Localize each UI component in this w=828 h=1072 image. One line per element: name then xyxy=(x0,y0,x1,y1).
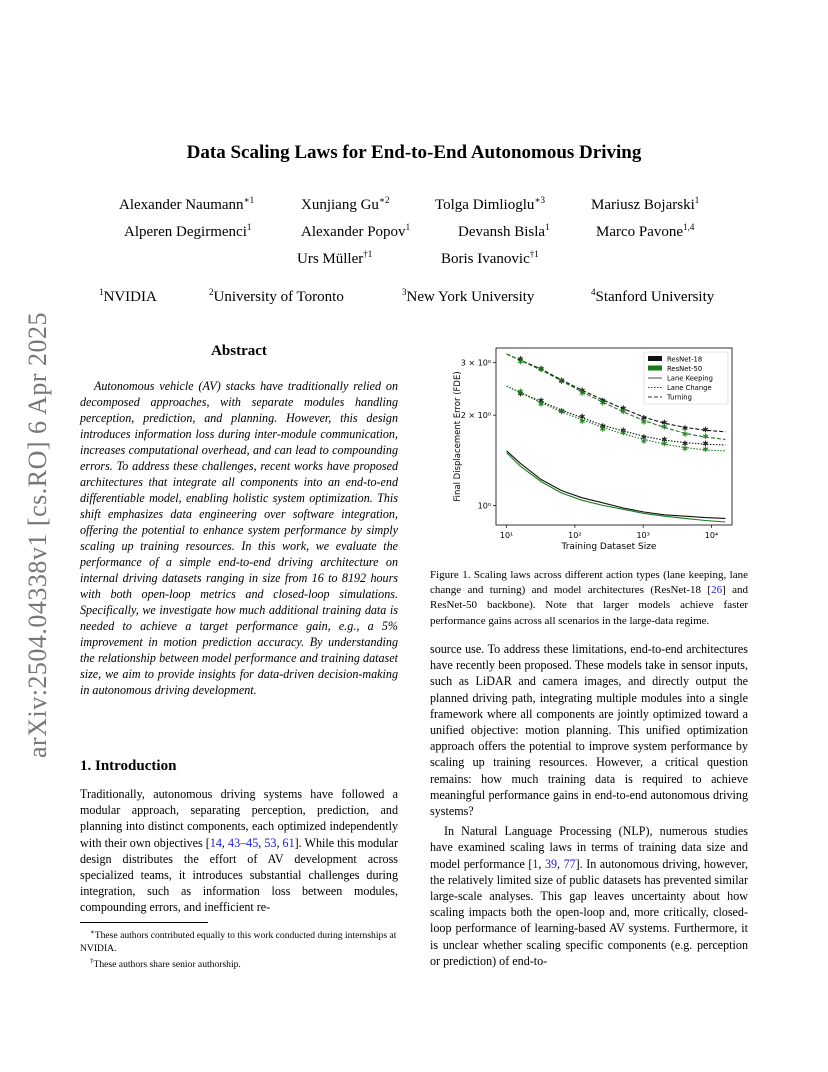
data-point xyxy=(683,446,688,452)
affiliation: $^3$New York University xyxy=(402,287,535,305)
abstract-heading: Abstract xyxy=(211,343,267,359)
data-point xyxy=(703,434,708,440)
data-point xyxy=(662,424,667,430)
legend-label: Turning xyxy=(667,393,692,402)
data-point xyxy=(641,438,646,444)
legend-label: ResNet-18 xyxy=(667,355,703,364)
y-tick-label: 10⁰ xyxy=(477,501,491,511)
y-tick-label: 3 × 10⁰ xyxy=(460,358,491,368)
series-line xyxy=(507,453,726,522)
figure-1-chart xyxy=(440,340,740,555)
footnote: †These authors share senior authorship. xyxy=(90,957,241,971)
author: Devansh Bisla$^1$ xyxy=(458,222,550,240)
section-heading: 1. Introduction xyxy=(80,758,177,774)
author: Urs Müller$^{\dagger 1}$ xyxy=(297,249,373,267)
legend-label: Lane Change xyxy=(667,384,712,392)
legend-swatch xyxy=(648,366,662,371)
x-tick-label: 10³ xyxy=(636,531,650,540)
affiliation: $^1$NVIDIA xyxy=(99,287,157,305)
author: Mariusz Bojarski$^1$ xyxy=(591,195,700,213)
author: Alperen Degirmenci$^1$ xyxy=(124,222,252,240)
arxiv-sidebar xyxy=(18,290,58,780)
footnotes xyxy=(80,926,398,972)
intro-paragraph: Traditionally, autonomous driving systems have followed a modular approach, separating perception, prediction, and planning into distinct components, each optimized independently with their own objectives [14, 43–45, 53, 61]. While this modular design distributes the effort of AV development across specialized teams, it introduces substantial challenges during integration, such as information loss between modules, compounding errors, and inefficient re- xyxy=(80,787,398,915)
abstract-body xyxy=(80,378,398,698)
x-tick-label: 10⁴ xyxy=(704,531,719,540)
data-point xyxy=(662,441,667,447)
footnote-rule xyxy=(80,922,208,923)
data-point xyxy=(683,441,688,447)
author: Marco Pavone$^{1,4}$ xyxy=(596,222,695,240)
paper-title: Data Scaling Laws for End-to-End Autonomous Driving xyxy=(186,142,642,163)
citation-link[interactable]: 1 xyxy=(532,856,539,871)
author: Alexander Popov$^1$ xyxy=(301,222,411,240)
scaling-law-chart xyxy=(440,340,740,555)
citation-link[interactable]: 26 xyxy=(711,584,723,597)
data-point xyxy=(683,431,688,437)
paragraph: source use. To address these limitations, end-to-end architectures have recently been proposed. These models take in sensor inputs, such as LiDAR and camera images, and directly output the planned driving path, integrating multiple modules into a single framework where all components are jointly optimized toward a unified objective: motion planning. This unified optimization approach offers the potential to improve system performance by scaling up training resources. However, a critical question remains: how much training data is required to achieve meaningful performance gains in end-to-end autonomous driving systems? xyxy=(430,642,748,819)
citation-link[interactable]: 43–45 xyxy=(228,835,259,850)
legend-label: Lane Keeping xyxy=(667,374,713,383)
affiliation: $^4$Stanford University xyxy=(591,287,715,305)
author: Tolga Dimlioglu$^{∗3}$ xyxy=(435,195,545,213)
y-axis-label: Final Displacement Error (FDE) xyxy=(453,371,463,502)
figure-caption: Figure 1. Scaling laws across different action types (lane keeping, lane change and turning) and model architectures (ResNet-18 [26] and ResNet-50 backbone). Note that larger models achieve faster performance gains across all scenarios in the large-data regime. xyxy=(430,569,749,627)
citation-link[interactable]: 77 xyxy=(563,856,576,871)
abstract-text: Autonomous vehicle (AV) stacks have traditionally relied on decomposed approaches, with separate modules handling perception, prediction, and planning. However, this design introduces information loss during inter-module communication, increases computational overhead, and can lead to compounding errors. To address these challenges, recent works have proposed architectures that integrate all components into an end-to-end differentiable model, enabling holistic system optimization. This shift emphasizes data engineering over software integration, offering the potential to enhance system performance by simply scaling up training resources. In this work, we evaluate the performance of a simple end-to-end driving architecture on internal driving datasets ranging in size from 16 to 8192 hours with both open-loop metrics and closed-loop simulations. Specifically, we investigate how much additional training data is needed to achieve a target performance gain, e.g., a 5% improvement in motion prediction accuracy. By understanding the relationship between model performance and training dataset size, we aim to provide insights for data-driven decision-making in autonomous driving development. xyxy=(80,379,398,697)
data-point xyxy=(703,441,708,447)
author: Xunjiang $Gu^{∗2}$ xyxy=(301,195,390,213)
footnote: ∗These authors contributed equally to this work conducted during internships at NVIDIA. xyxy=(80,928,397,954)
legend-swatch xyxy=(648,356,662,361)
arxiv-identifier: arXiv:2504.04338v1 [cs.RO] 6 Apr 2025 xyxy=(23,311,52,759)
x-tick-label: 10² xyxy=(568,531,582,540)
citation-link[interactable]: 39 xyxy=(544,856,558,871)
right-column-text xyxy=(430,641,748,969)
paragraph: In Natural Language Processing (NLP), numerous studies have examined scaling laws in terms of training data size and model performance [1, 39, 77]. In autonomous driving, however, the relatively limited size of public datasets has prevented similar large-scale analyses. This gap leaves uncertainty about how scaling impacts both the open-loop and, more critically, closed-loop performance of learning-based AV systems. Furthermore, it is unclear whether scaling specific components (e.g. perception or prediction) of end-to- xyxy=(430,824,749,968)
author: Boris Ivanovic$^{\dagger 1}$ xyxy=(441,249,539,267)
author: Alexander Naumann$^{∗1}$ xyxy=(119,195,255,213)
affiliation: $^2$University of Toronto xyxy=(209,287,344,305)
citation-link[interactable]: 14 xyxy=(209,835,222,850)
x-tick-label: 10¹ xyxy=(499,531,514,540)
citation-link[interactable]: 53 xyxy=(264,835,277,850)
data-point xyxy=(703,446,708,452)
x-axis-label: Training Dataset Size xyxy=(561,542,657,552)
y-tick-label: 2 × 10⁰ xyxy=(460,411,491,421)
citation-link[interactable]: 61 xyxy=(282,835,295,850)
legend-label: ResNet-50 xyxy=(667,365,703,373)
